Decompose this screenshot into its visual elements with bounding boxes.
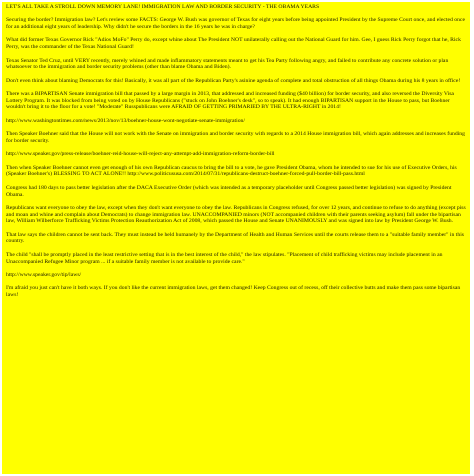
document-heading: LET'S ALL TAKE A STROLL DOWN MEMORY LANE! IMMIGRATION LAW AND BORDER SECURITY - THE OBAMA YEARS [6,4,320,10]
paragraph-conclusion: I'm afraid you just can't have it both ways. If you don't like the current immigration laws, get them changed! Keep Congress out of recess, off their collective butts and make them pass some bipartisan laws! [6,285,461,298]
paragraph-democrats: Don't even think about blaming Democrats for this! Basically, it was all part of the Republican Party's asinine agenda of complete and total obstruction of all things Obama during his 8 years in office! [6,77,461,84]
paragraph-bush-border: Securing the border? Immigration law? Let's review some FACTS: George W. Bush was governor of Texas for eight years before being appointed President by the Supreme Court once, and elected once for an additional eight years of leadership. Why didn't he secure the borders in the 16 years he was in charge? [6,17,465,31]
paragraph-republicans-law: Republicans want everyone to obey the law, except when they don't want everyone to obey the law. Republicans in Congress refused, for over 12 years, and continue to refuse to do anything (except piss and moan and whine and complain about Democrats) to change immigration law. UNACCOMPANIED minors (NOT accompanied children with their parents seeking asylum) fall under the bipartisan law, William Wilberforce Trafficking Victims Protection Reauthorization Act of 2008, which passed the House and Senate UNANIMOUSLY and was signed into law by President George W. Bush. [6,204,466,225]
link-speaker-press-release[interactable]: http://www.speaker.gov/press-release/boehner-reid-house-will-reject-any-attempt-add-immigration-reform-border-bill [6,151,275,158]
paragraph-boehner-senate: Then Speaker Boehner said that the House will not work with the Senate on immigration and border security with regards to a 2014 House immigration bill, which again addresses and increases funding for border security. [6,131,465,144]
paragraph-boehner-blessing: Then when Speaker Boehner cannot even get enough of his own Republican caucus to bring the bill to a vote, he gave President Obama, whom he intended to sue for his use of Executive Orders, his (Speaker Boehner's) BLESSING TO ACT ALONE!! http://www.politicususa.com/2014/07/31/republicans-destruct-boehner-forced-pull-border-bill-pass.html [6,164,457,178]
document-page [2,2,470,474]
paragraph-ted-cruz: Texas Senator Ted Cruz, until VERY recently, merely whined and made inflammatory statements meant to get his Tea Party following angry, and failed to contribute any concrete solution or plan whatsoever to the immigration and border security problems (other than blame Obama and Biden). [6,57,449,71]
link-washingtontimes[interactable]: http://www.washingtontimes.com/news/2013/nov/13/boehner-house-wont-negotiate-senate-immigration/ [6,117,245,124]
link-speaker-tip-laws[interactable]: http://www.speaker.gov/tip/laws/ [6,271,82,278]
paragraph-child-placement: The child "shall be promptly placed in the least restrictive setting that is in the best interest of the child," the law stipulates. "Placement of child trafficking victims may include placement in an Unaccompanied Refugee Minor program ... if a suitable family member is not available to provide care." [6,251,443,265]
paragraph-daca: Congress had 180 days to pass better legislation after the DACA Executive Order (which was intended as a temporary placeholder until Congress passed better legislation) was signed by President Obama. [6,184,452,198]
paragraph-children-law: That law says the children cannot be sent back. They must instead be held humanely by the Department of Health and Human Services until the courts release them to a "suitable family member" in this country. [6,231,464,245]
paragraph-bipartisan-bill: There was a BIPARTISAN Senate immigration bill that passed by a large margin in 2013, that addressed and increased funding ($40 billion) for border security, and also reversed the Diversity Visa Lottery Program. It was blocked from being voted on by House Republicans ("stuck on John Boehner's desk", so to speak). It had enough BIPARTISAN support in the House to pass, but Boehner wouldn't bring it to the floor for a vote! "Moderate" Russpublicans were AFRAID OF GETTING PRIMARIED BY THE ULTRA-RIGHT in 2014! [6,91,454,111]
paragraph-rick-perry: What did former Texas Governor Rick "Adios MoFo" Perry do, except whine about The President NOT unilaterally calling out the National Guard for him. Gee, I guess Rick Perry forgot that he, Rick Perry, was the commander of the Texas National Guard! [6,37,461,51]
